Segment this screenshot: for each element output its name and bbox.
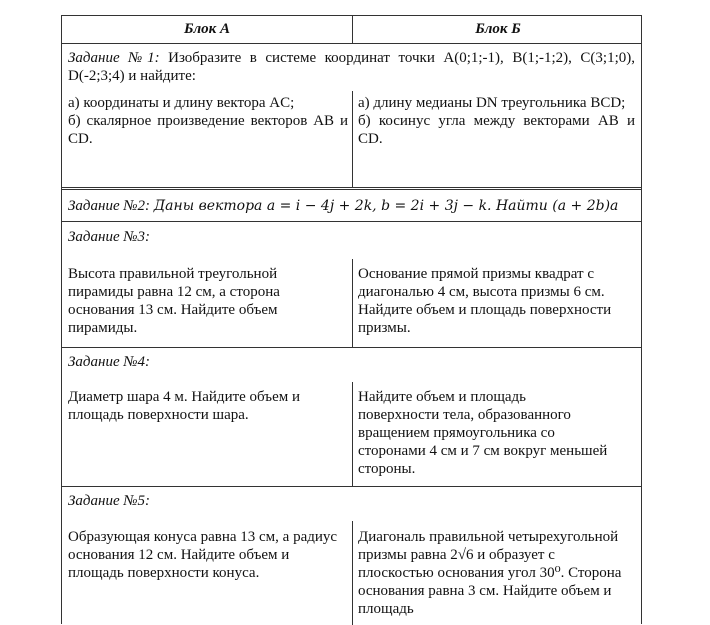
task1-statement: [68, 49, 635, 85]
task5-block-b: Диагональ правильной четырехугольной призмы равна 2√6 и образует с плоскостью основания угол 30⁰. Сторона основания равна 3 см. Найдите объем и площадь: [358, 529, 622, 617]
task3-block-a: Высота правильной треугольной пирамиды равна 12 см, а сторона основания 13 см. Найдите объем пирамиды.: [68, 266, 280, 336]
task1-a-item-b: б) скалярное произведение векторов AB и CD.: [68, 113, 348, 147]
task5-title: Задание №5:: [68, 493, 151, 509]
task1-a-item-a: а) координаты и длину вектора AC;: [68, 95, 295, 111]
task1-block-a: [68, 94, 348, 148]
tasks-table: [61, 15, 642, 624]
task2-statement: [68, 197, 638, 215]
column-divider: [352, 521, 353, 625]
task2-text: Даны вектора a = i − 4j + 2k, b = 2i + 3j − k. Найти (a + 2b)a: [153, 198, 619, 214]
task1-b-item-a: а) длину медианы DN треугольника BCD;: [358, 95, 626, 111]
task4-title: Задание №4:: [68, 354, 151, 370]
task1-block-b: [358, 94, 635, 148]
task1-text: Изобразите в системе координат точки A(0;1;-1), B(1;-1;2), C(3;1;0), D(-2;3;4) и найдите:: [68, 50, 636, 84]
task3-block-b: Основание прямой призмы квадрат с диагональю 4 см, высота призмы 6 см. Найдите объем и площадь поверхности призмы.: [358, 266, 612, 336]
header-block-a: Блок А: [183, 21, 231, 37]
task2-title: Задание №2:: [68, 198, 151, 214]
task5-block-a: Образующая конуса равна 13 см, а радиус основания 12 см. Найдите объем и площадь поверхности конуса.: [68, 529, 338, 581]
header-block-b: Блок Б: [475, 21, 521, 37]
task3-title: Задание №3:: [68, 229, 151, 245]
task4-block-a: Диаметр шара 4 м. Найдите объем и площадь поверхности шара.: [68, 389, 300, 423]
task4-block-b: Найдите объем и площадь поверхности тела, образованного вращением прямоугольника со сторонами 4 см и 7 см вокруг меньшей стороны.: [358, 389, 608, 477]
column-divider: [352, 91, 353, 187]
column-divider: [352, 259, 353, 347]
task1-b-item-b: б) косинус угла между векторами AB и CD.: [358, 113, 635, 147]
task1-title: Задание №1:: [68, 50, 160, 66]
column-divider: [352, 382, 353, 486]
